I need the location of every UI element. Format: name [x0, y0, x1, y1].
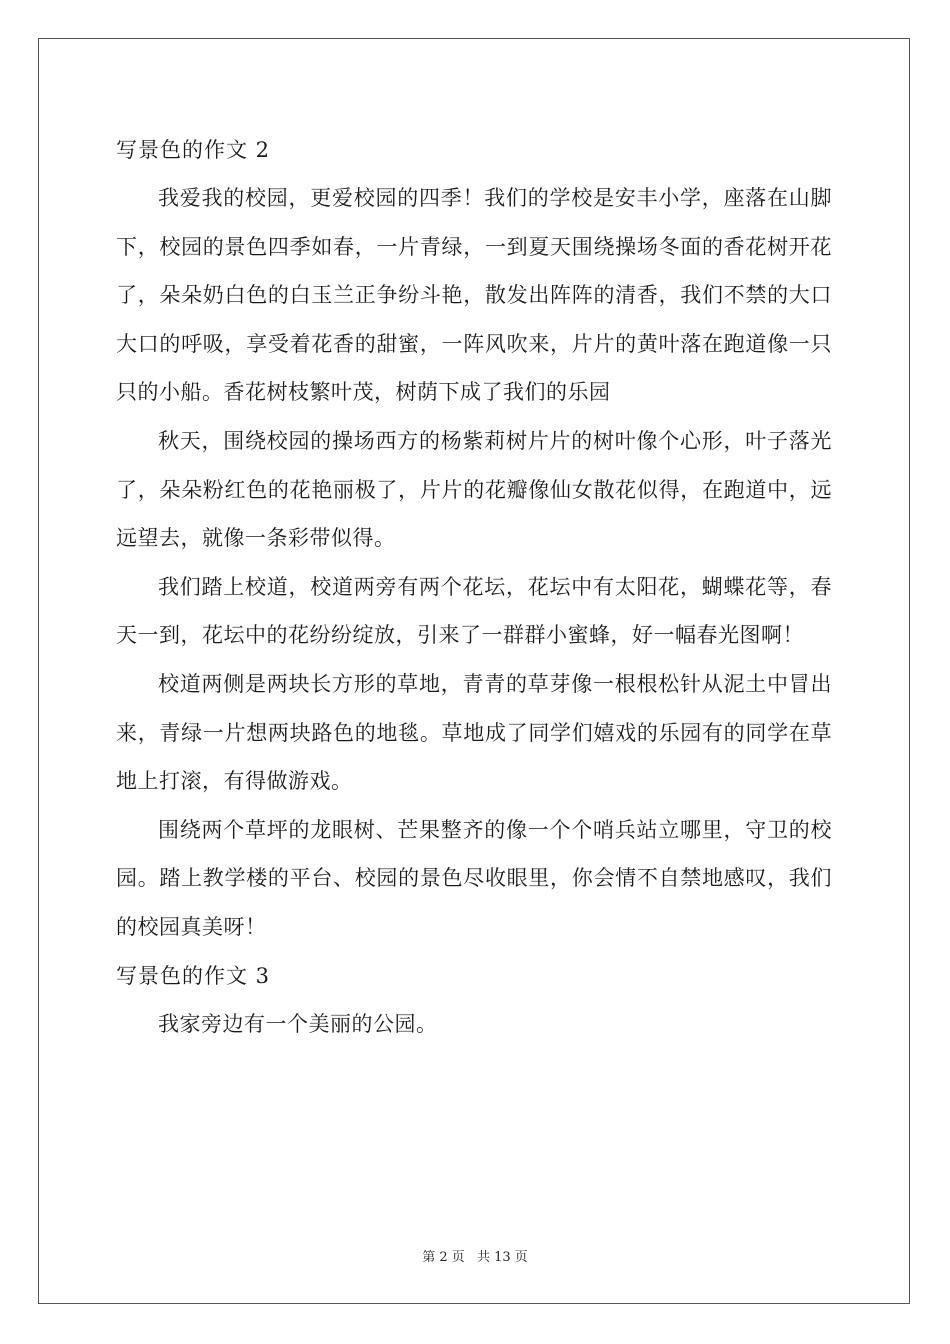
document-body	[116, 126, 832, 1048]
paragraph: 校道两侧是两块长方形的草地，青青的草芽像一根根松针从泥土中冒出来，青绿一片想两块路色的地毯。草地成了同学们嬉戏的乐园有的同学在草地上打滚，有得做游戏。	[116, 671, 832, 794]
section-heading: 写景色的作文 2	[116, 138, 271, 162]
page-footer	[0, 1246, 950, 1265]
paragraph: 我们踏上校道，校道两旁有两个花坛，花坛中有太阳花，蝴蝶花等，春天一到，花坛中的花纷纷绽放，引来了一群群小蜜蜂，好一幅春光图啊！	[116, 574, 832, 648]
paragraph: 围绕两个草坪的龙眼树、芒果整齐的像一个个哨兵站立哪里，守卫的校园。踏上教学楼的平台、校园的景色尽收眼里，你会情不自禁地感叹，我们的校园真美呀！	[116, 817, 832, 939]
paragraph: 秋天，围绕校园的操场西方的杨紫莉树片片的树叶像个心形，叶子落光了，朵朵粉红色的花艳丽极了，片片的花瓣像仙女散花似得，在跑道中，远远望去，就像一条彩带似得。	[116, 428, 832, 551]
paragraph: 我爱我的校园，更爱校园的四季！我们的学校是安丰小学，座落在山脚下，校园的景色四季如春，一片青绿，一到夏天围绕操场冬面的香花树开花了，朵朵奶白色的白玉兰正争纷斗艳，散发出阵阵的清香，我们不禁的大口大口的呼吸，享受着花香的甜蜜，一阵风吹来，片片的黄叶落在跑道像一只只的小船。香花树枝繁叶茂，树荫下成了我们的乐园	[116, 186, 832, 405]
section-heading: 写景色的作文 3	[116, 963, 271, 988]
page-total: 共 13 页	[476, 1250, 528, 1265]
paragraph: 我家旁边有一个美丽的公园。	[158, 1011, 438, 1036]
page-number: 第 2 页	[422, 1250, 465, 1265]
